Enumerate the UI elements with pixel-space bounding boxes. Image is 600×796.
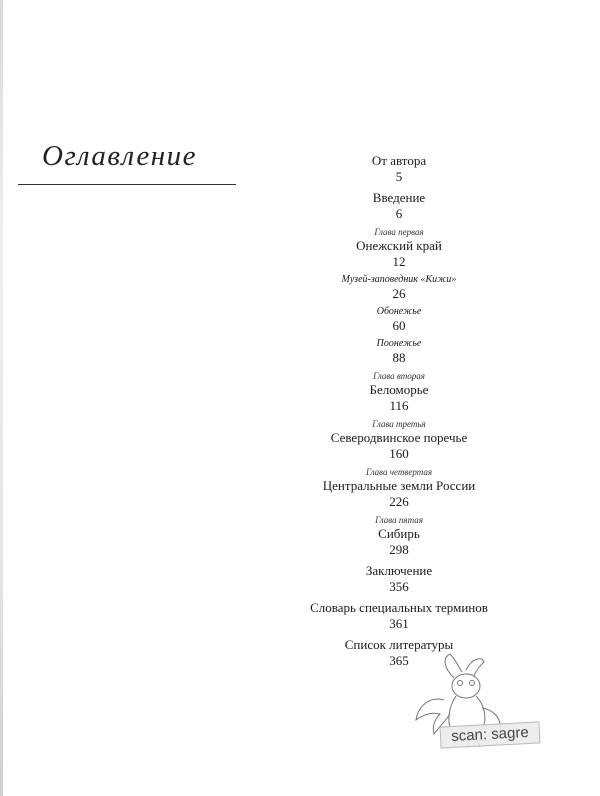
toc-entry-label: Беломорье: [369, 382, 429, 397]
page-edge-shadow: [0, 0, 3, 796]
toc-entry-page: 361: [389, 616, 409, 631]
toc-entry[interactable]: [226, 418, 572, 462]
toc-entry-page: 356: [389, 579, 409, 594]
toc-entry-label: От автора: [371, 153, 427, 168]
toc-entry[interactable]: [226, 563, 572, 595]
toc-entry-label: Список литературы: [344, 637, 454, 652]
toc-entry-label: Поонежье: [376, 338, 422, 349]
toc-entry-page: 365: [389, 653, 409, 668]
chapter-caption: Глава вторая: [373, 371, 425, 381]
toc-entry-label: Обонежье: [376, 306, 422, 317]
toc-entry[interactable]: [226, 600, 572, 632]
toc-entry-page: 60: [392, 318, 406, 333]
table-of-contents: [226, 153, 572, 669]
toc-entry-page: 5: [395, 169, 403, 184]
toc-entry[interactable]: [226, 190, 572, 222]
toc-entry[interactable]: [226, 226, 572, 270]
chapter-caption: Глава первая: [374, 227, 424, 237]
toc-entry-page: 88: [392, 350, 406, 365]
toc-entry-label: Северодвинское поречье: [330, 430, 468, 445]
page-title: Оглавление: [42, 140, 197, 172]
toc-entry-page: 6: [395, 206, 403, 221]
title-underline: [18, 184, 236, 185]
chapter-caption: Глава третья: [372, 419, 426, 429]
toc-entry-label: Заключение: [365, 563, 433, 578]
toc-entry[interactable]: [226, 153, 572, 185]
toc-entry-page: 12: [392, 254, 406, 269]
toc-entry[interactable]: [226, 466, 572, 510]
toc-entry[interactable]: [226, 305, 572, 334]
chapter-caption: Глава четвертая: [365, 467, 432, 477]
toc-entry[interactable]: [226, 273, 572, 302]
toc-entry-label: Центральные земли России: [322, 478, 476, 493]
toc-entry[interactable]: [226, 370, 572, 414]
toc-entry[interactable]: [226, 337, 572, 366]
toc-entry-page: 116: [389, 398, 409, 413]
toc-entry-label: Онежский край: [356, 238, 442, 253]
toc-entry-label: Словарь специальных терминов: [310, 600, 488, 615]
toc-entry-label: Введение: [372, 190, 426, 205]
toc-entry[interactable]: [226, 514, 572, 558]
chapter-caption: Глава пятая: [375, 515, 423, 525]
toc-entry-label: Музей-заповедник «Кижи»: [341, 274, 457, 285]
scan-credit-stamp: scan: sagre: [439, 721, 540, 748]
toc-entry-page: 160: [389, 446, 409, 461]
toc-entry-page: 226: [389, 494, 409, 509]
toc-entry-page: 26: [392, 286, 406, 301]
toc-entry-page: 298: [389, 542, 409, 557]
toc-entry-label: Сибирь: [378, 526, 420, 541]
